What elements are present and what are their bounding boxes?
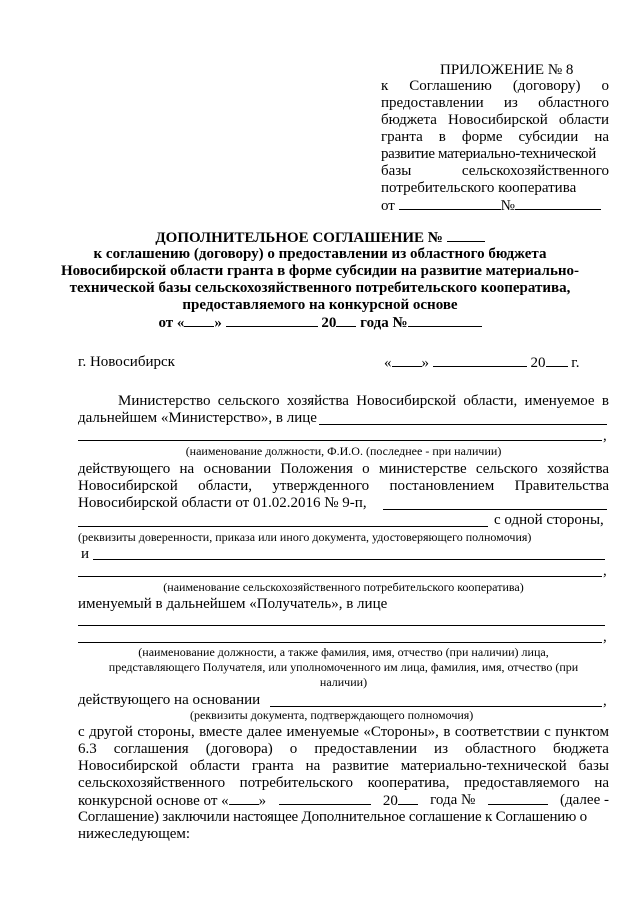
body-line: Министерство сельского хозяйства Новосибирской области, именуемое в: [118, 393, 609, 409]
comma: ,: [603, 693, 607, 709]
appendix-line: предоставлении из областного: [381, 95, 609, 111]
comma: ,: [603, 563, 607, 579]
date-blank: [399, 197, 501, 210]
appendix-title: ПРИЛОЖЕНИЕ № 8: [440, 62, 574, 78]
body-line: Новосибирской области гранта на развитие материально-технической базы: [78, 758, 609, 774]
body-line: нижеследующем:: [78, 826, 191, 842]
fill-line: [78, 642, 602, 643]
fill-line: [93, 559, 605, 560]
appendix-line: развитие материально-технической: [381, 146, 596, 162]
appendix-line: к Соглашению (договору) о: [381, 78, 609, 94]
appendix-line: гранта в форме субсидии на: [381, 129, 609, 145]
appendix-line: от №: [381, 197, 601, 215]
title-line: к соглашению (договору) о предоставлении из областного бюджета: [93, 246, 547, 262]
body-line: дальнейшем «Министерство», в лице: [78, 410, 317, 426]
body-line: Соглашение) заключили настоящее Дополнительное соглашение к Соглашению о: [78, 809, 587, 825]
city: г. Новосибирск: [78, 354, 175, 370]
field-hint: (наименование должности, а также фамилия, имя, отчество (при наличии) лица,: [138, 645, 549, 659]
conjunction: и: [81, 546, 90, 562]
fill-line: [78, 576, 602, 577]
title-date-line: от « » 20 года №: [0, 314, 640, 332]
title-line: предоставляемого на конкурсной основе: [182, 297, 458, 313]
body-line: действующего на основании: [78, 692, 261, 708]
field-hint: (реквизиты документа, подтверждающего полномочия): [190, 708, 474, 722]
number-blank: [515, 197, 601, 210]
document-title: ДОПОЛНИТЕЛЬНОЕ СОГЛАШЕНИЕ №: [0, 229, 640, 247]
body-line: Новосибирской области, утвержденного постановлением Правительства: [78, 478, 609, 494]
field-hint: представляющего Получателя, или уполномоченного им лица, фамилия, имя, отчество (при: [108, 660, 579, 674]
fill-line: [78, 625, 605, 626]
title-line: Новосибирской области гранта в форме субсидии на развитие материально-: [60, 263, 580, 279]
number-blank: [447, 229, 485, 242]
title-line: технической базы сельскохозяйственного потребительского кооператива,: [69, 280, 571, 296]
appendix-line: базы сельскохозяйственного: [381, 163, 609, 179]
fill-line: [78, 440, 602, 441]
body-line-end: с одной стороны,: [494, 512, 604, 528]
comma: ,: [603, 428, 607, 444]
field-hint: наличии): [319, 675, 368, 689]
body-line: конкурсной основе от « » 20 года № (далее -: [78, 792, 609, 809]
field-hint: (наименование сельскохозяйственного потребительского кооператива): [163, 580, 524, 594]
fill-line: [319, 424, 607, 425]
body-line: Новосибирской области от 01.02.2016 № 9-п,: [78, 495, 367, 511]
body-line: именуемый в дальнейшем «Получатель», в лице: [78, 596, 388, 612]
body-line: 6.3 соглашения (договора) о предоставлении из областного бюджета: [78, 741, 609, 757]
appendix-line: бюджета Новосибирской области: [381, 112, 609, 128]
body-line: сельскохозяйственного потребительского кооператива, предоставляемого на: [78, 775, 609, 791]
appendix-line: потребительского кооператива: [381, 180, 577, 196]
fill-line: [383, 509, 607, 510]
field-hint: (наименование должности, Ф.И.О. (последнее - при наличии): [185, 444, 502, 458]
fill-line: [270, 706, 602, 707]
comma: ,: [603, 629, 607, 645]
place-date: « » 20 г.: [384, 355, 580, 371]
body-line: действующего на основании Положения о министерстве сельского хозяйства: [78, 461, 609, 477]
field-hint: (реквизиты доверенности, приказа или иного документа, удостоверяющего полномочия): [78, 530, 532, 544]
fill-line: [78, 526, 488, 527]
body-line: с другой стороны, вместе далее именуемые «Стороны», в соответствии с пунктом: [78, 724, 609, 740]
